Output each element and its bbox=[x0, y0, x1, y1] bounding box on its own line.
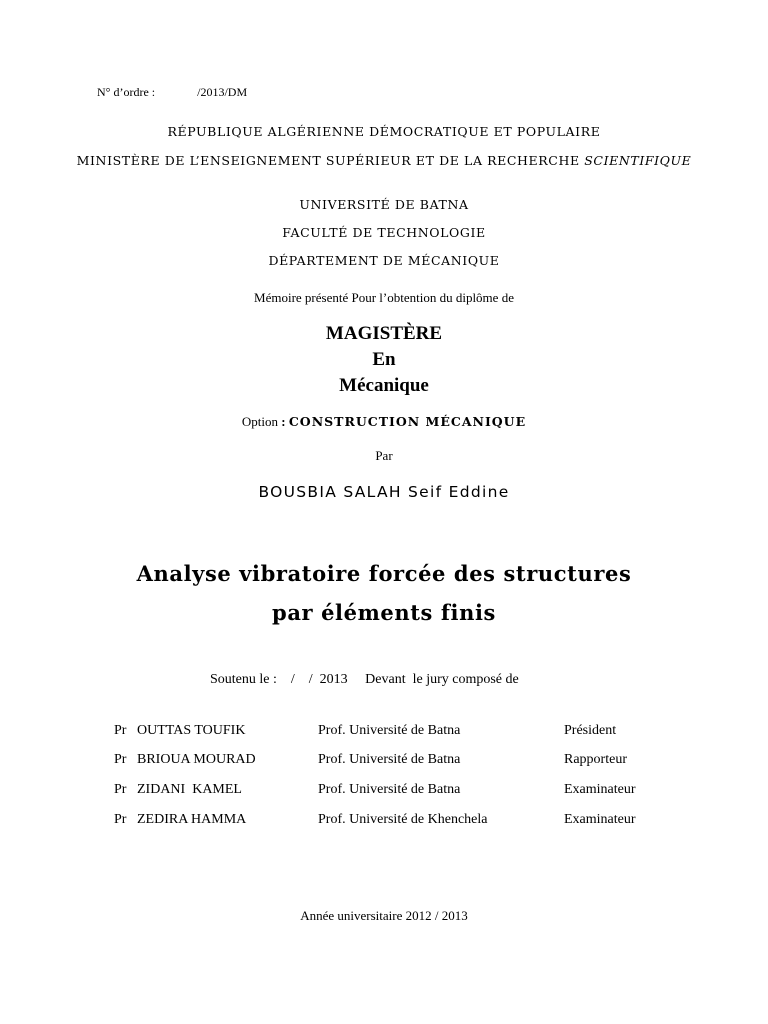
university-name: UNIVERSITÉ DE BATNA bbox=[299, 197, 469, 212]
department-name: DÉPARTEMENT DE MÉCANIQUE bbox=[268, 253, 500, 268]
jury-role: Examinateur bbox=[564, 812, 636, 827]
degree-en: En bbox=[372, 349, 396, 370]
option-line bbox=[0, 414, 768, 430]
order-number-label: N° d’ordre : bbox=[97, 85, 156, 99]
jury-title: Pr bbox=[114, 782, 127, 797]
order-number-line bbox=[97, 85, 247, 100]
degree-title: MAGISTÈRE bbox=[325, 323, 443, 344]
jury-name: ZEDIRA HAMMA bbox=[137, 812, 247, 827]
option-value: CONSTRUCTION MÉCANIQUE bbox=[288, 414, 527, 429]
jury-title: Pr bbox=[114, 812, 127, 827]
jury-role: Rapporteur bbox=[564, 752, 627, 767]
par-label: Par bbox=[375, 448, 393, 463]
ministry-italic-text: SCIENTIFIQUE bbox=[584, 153, 692, 168]
jury-affiliation: Prof. Université de Batna bbox=[318, 782, 461, 797]
jury-affiliation: Prof. Université de Batna bbox=[318, 752, 461, 767]
order-number-value: /2013/DM bbox=[197, 85, 248, 99]
option-label: Option bbox=[241, 414, 279, 429]
defense-line: Soutenu le : / / 2013 Devant le jury composé de bbox=[210, 672, 519, 687]
jury-name: BRIOUA MOURAD bbox=[137, 752, 256, 767]
jury-role: Président bbox=[564, 723, 617, 738]
jury-title: Pr bbox=[114, 752, 127, 767]
ministry-text: MINISTÈRE DE L’ENSEIGNEMENT SUPÉRIEUR ET DE LA RECHERCHE bbox=[76, 153, 580, 168]
jury-title: Pr bbox=[114, 723, 127, 738]
academic-year: Année universitaire 2012 / 2013 bbox=[300, 908, 468, 923]
republic-heading: RÉPUBLIQUE ALGÉRIENNE DÉMOCRATIQUE ET POPULAIRE bbox=[167, 124, 601, 139]
ministry-heading bbox=[0, 153, 768, 168]
jury-role: Examinateur bbox=[564, 782, 636, 797]
author-name: BOUSBIA SALAH Seif Eddine bbox=[258, 483, 510, 501]
thesis-title-line-1: Analyse vibratoire forcée des structures bbox=[136, 561, 632, 586]
jury-name: OUTTAS TOUFIK bbox=[137, 723, 246, 738]
faculty-name: FACULTÉ DE TECHNOLOGIE bbox=[282, 225, 486, 240]
jury-affiliation: Prof. Université de Khenchela bbox=[318, 812, 488, 827]
degree-field: Mécanique bbox=[339, 375, 429, 396]
option-separator: : bbox=[281, 414, 286, 429]
jury-name: ZIDANI KAMEL bbox=[137, 782, 242, 797]
jury-affiliation: Prof. Université de Batna bbox=[318, 723, 461, 738]
presentation-text: Mémoire présenté Pour l’obtention du diplôme de bbox=[254, 290, 514, 305]
thesis-title-line-2: par éléments finis bbox=[272, 600, 496, 625]
